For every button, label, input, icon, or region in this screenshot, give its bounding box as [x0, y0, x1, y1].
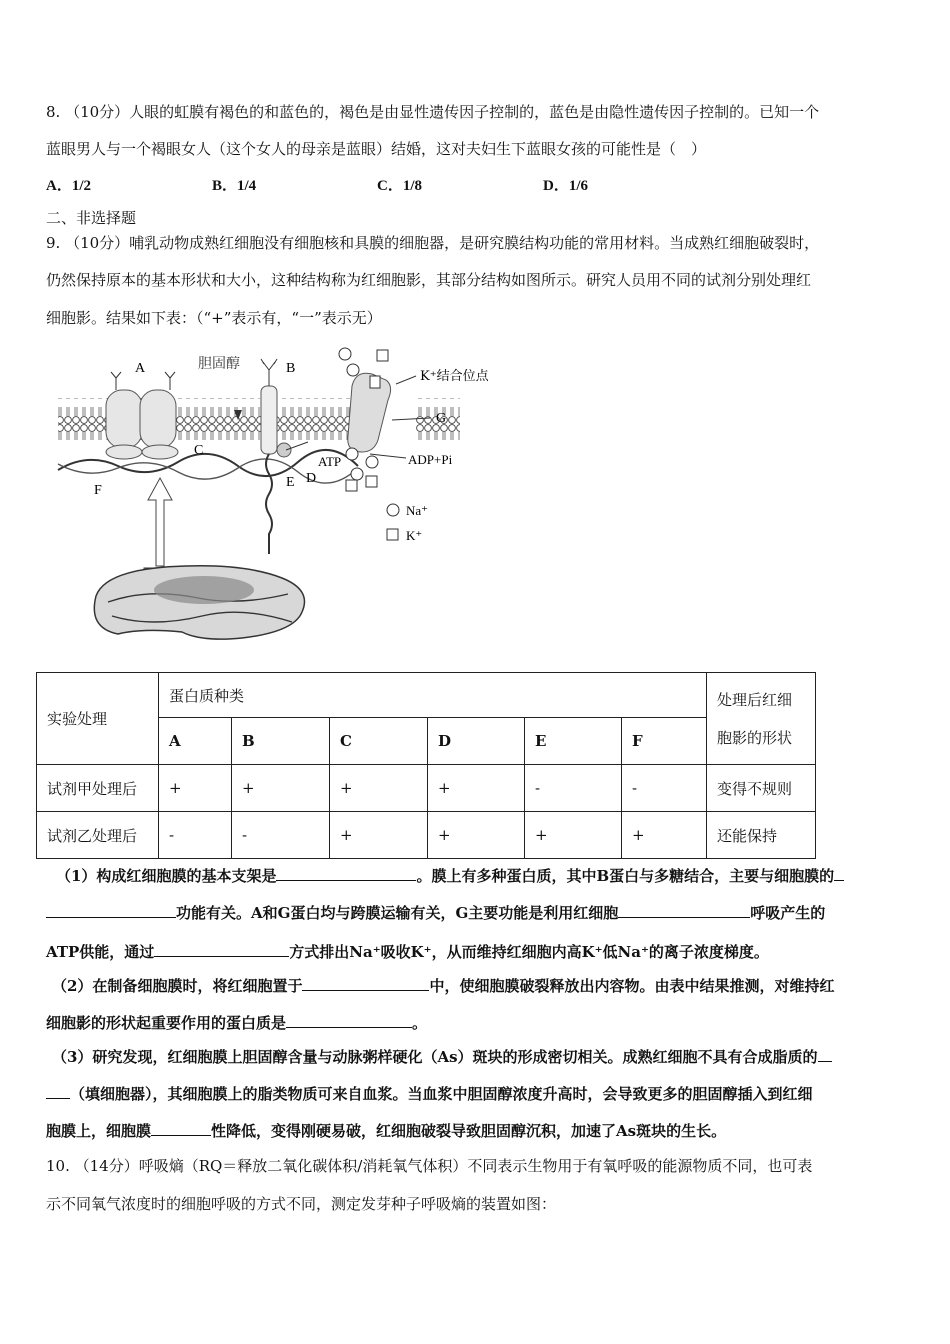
table-cell: + [622, 812, 707, 859]
na-ion [351, 468, 363, 480]
q8-option-b: B．1/4 [212, 178, 257, 194]
q10-line1: 10. （14分）呼吸熵（RQ＝释放二氧化碳体积/消耗氧气体积）不同表示生物用于有氧呼吸的能源物质不同，也可表 [46, 1157, 813, 1175]
section-heading: 二、非选择题 [46, 209, 137, 227]
table-cell: + [428, 765, 525, 812]
table-cell: + [525, 812, 622, 859]
table-cell: - [525, 765, 622, 812]
q9-part3-line2: （填细胞器），其细胞膜上的脂类物质可来自血浆。当血浆中胆固醇浓度升高时，会导致更多的胆固醇插入到红细 [46, 1084, 813, 1104]
na-ion [339, 348, 351, 360]
q8-option-d: D．1/6 [543, 178, 589, 194]
legend-na-symbol [387, 504, 399, 516]
protein-b [261, 386, 277, 454]
legend-k-symbol [387, 529, 398, 540]
na-ion [366, 456, 378, 468]
label-k-site: K⁺结合位点 [420, 369, 489, 384]
results-table [36, 672, 816, 859]
legend-k: K⁺ [406, 528, 423, 543]
row-shape: 还能保持 [707, 812, 816, 859]
table-cell: - [232, 812, 330, 859]
label-adp: ADP+Pi [408, 452, 453, 467]
q10-line2: 示不同氧气浓度时的细胞呼吸的方式不同，测定发芽种子呼吸熵的装置如图： [46, 1195, 557, 1213]
protein-a2 [140, 390, 176, 448]
header-shape-line1: 处理后红细 [717, 690, 793, 709]
table-cell: + [159, 765, 232, 812]
q9-part3-line3: 胞膜上，细胞膜 性降低，变得刚硬易破，红细胞破裂导致胆固醇沉积，加速了As斑块的生长。 [46, 1122, 727, 1140]
table-cell: + [428, 812, 525, 859]
q9-line1: 9. （10分）哺乳动物成熟红细胞没有细胞核和具膜的细胞器，是研究膜结构功能的常用材料。当成熟红细胞破裂时， [46, 234, 820, 252]
table-cell: + [330, 765, 428, 812]
legend-na: Na⁺ [406, 503, 429, 518]
q8-option-a: A．1/2 [46, 178, 92, 194]
row-label: 试剂甲处理后 [37, 765, 159, 812]
table-cell: - [622, 765, 707, 812]
row-shape: 变得不规则 [707, 765, 816, 812]
label-cholesterol: 胆固醇 [198, 356, 240, 372]
protein-header: B [232, 718, 330, 765]
zoom-arrow [148, 478, 172, 566]
cell-center [154, 576, 254, 604]
header-shape-line2: 胞影的形状 [717, 728, 793, 747]
header-protein: 蛋白质种类 [159, 673, 707, 718]
k-ion [377, 350, 388, 361]
table-cell: - [159, 812, 232, 859]
k-binding-site [370, 376, 380, 388]
q8-option-c: C．1/8 [377, 178, 423, 194]
q9-line2: 仍然保持原本的基本形状和大小，这种结构称为红细胞影，其部分结构如图所示。研究人员用不同的试剂分别处理红 [46, 271, 812, 289]
protein-c [106, 445, 142, 459]
row-label: 试剂乙处理后 [37, 812, 159, 859]
label-atp: ATP [318, 454, 342, 469]
protein-c2 [142, 445, 178, 459]
q9-part3-line1: （3）研究发现，红细胞膜上胆固醇含量与动脉粥样硬化（As）斑块的形成密切相关。成熟红细胞不具有合成脂质的 [52, 1047, 832, 1067]
k-ion [346, 480, 357, 491]
label-e: E [286, 475, 295, 490]
q8-line2: 蓝眼男人与一个褐眼女人（这个女人的母亲是蓝眼）结婚，这对夫妇生下蓝眼女孩的可能性是（ ） [46, 140, 707, 158]
label-b: B [286, 361, 296, 376]
q9-part1-line1: （1）构成红细胞膜的基本支架是 。膜上有多种蛋白质，其中B蛋白与多糖结合，主要与细胞膜的 [56, 866, 844, 886]
label-c: C [194, 443, 204, 458]
protein-e [266, 454, 272, 554]
protein-header: C [330, 718, 428, 765]
header-treatment: 实验处理 [37, 673, 159, 765]
glycan-a [111, 372, 121, 390]
label-d: D [306, 471, 317, 486]
label-a: A [135, 361, 146, 376]
glycan-a2 [165, 372, 175, 390]
table-row [37, 765, 816, 812]
na-ion [347, 364, 359, 376]
leader-k [396, 376, 416, 384]
k-ion [366, 476, 377, 487]
protein-g [348, 373, 391, 452]
q9-part1-line3: ATP供能，通过 方式排出Na⁺吸收K⁺，从而维持红细胞内高K⁺低Na⁺的离子浓度梯度。 [46, 943, 769, 961]
protein-a [106, 390, 142, 448]
q9-line3: 细胞影。结果如下表：（“+”表示有，“一”表示无） [46, 309, 382, 327]
protein-header: F [622, 718, 707, 765]
q9-part1-line2: 功能有关。A和G蛋白均与跨膜运输有关，G主要功能是利用红细胞 呼吸产生的 [46, 903, 825, 923]
protein-d [277, 443, 291, 457]
q9-part2-line1: （2）在制备细胞膜时，将红细胞置于 中，使细胞膜破裂释放出内容物。由表中结果推测，对维持红 [52, 977, 835, 995]
table-cell: + [330, 812, 428, 859]
label-f: F [94, 483, 102, 498]
lipid-bilayer [58, 398, 370, 440]
na-ion [346, 448, 358, 460]
label-g: G [436, 411, 447, 426]
table-cell: + [232, 765, 330, 812]
q9-part2-line2: 细胞影的形状起重要作用的蛋白质是 。 [46, 1014, 428, 1032]
protein-header: D [428, 718, 525, 765]
table-row [37, 812, 816, 859]
protein-header: A [159, 718, 232, 765]
membrane-figure [56, 340, 516, 650]
q8-line1: 8. （10分）人眼的虹膜有褐色的和蓝色的，褐色是由显性遗传因子控制的，蓝色是由隐性遗传因子控制的。已知一个 [46, 103, 820, 121]
protein-header: E [525, 718, 622, 765]
glycan-b [261, 359, 277, 386]
header-shape [707, 673, 816, 765]
